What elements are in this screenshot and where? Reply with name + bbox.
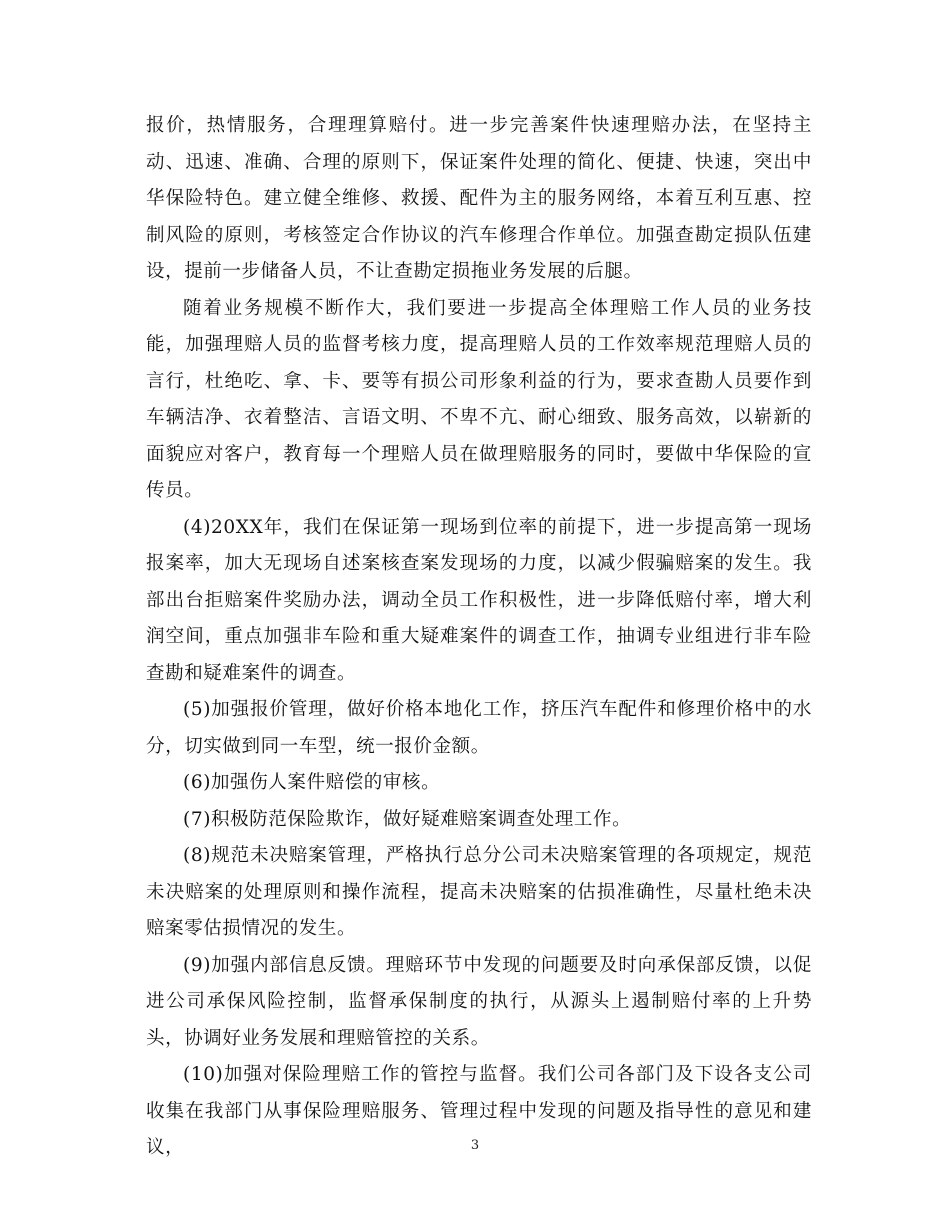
paragraph-6: (7)积极防范保险欺诈，做好疑难赔案调查处理工作。	[183, 808, 632, 830]
paragraph-2: 随着业务规模不断作大，我们要进一步提高全体理赔工作人员的业务技能，加强理赔人员的监督考核力度，提高理赔人员的工作效率规范理赔人员的言行，杜绝吃、拿、卡、要等有损公司形象利益的行为，要求查勘人员要作到车辆洁净、衣着整洁、言语文明、不卑不亢、耐心细致、服务高效，以崭新的面貌应对客户，教育每一个理赔人员在做理赔服务的同时，要做中华保险的宣传员。	[146, 297, 812, 501]
paragraph-8: (9)加强内部信息反馈。理赔环节中发现的问题要及时向承保部反馈，以促进公司承保风险控制，监督承保制度的执行，从源头上遏制赔付率的上升势头，协调好业务发展和理赔管控的关系。	[146, 954, 812, 1049]
paragraph-7: (8)规范未决赔案管理，严格执行总分公司未决赔案管理的各项规定，规范未决赔案的处理原则和操作流程，提高未决赔案的估损准确性，尽量杜绝未决赔案零估损情况的发生。	[146, 845, 812, 939]
paragraph-3: (4)20XX年，我们在保证第一现场到位率的前提下，进一步提高第一现场报案率，加大无现场自述案核查案发现场的力度，以减少假骗赔案的发生。我部出台拒赔案件奖励办法，调动全员工作积极性，进一步降低赔付率，增大利润空间，重点加强非车险和重大疑难案件的调查工作，抽调专业组进行非车险查勘和疑难案件的调查。	[146, 516, 812, 684]
page-number: 3	[470, 1138, 480, 1153]
paragraph-9: (10)加强对保险理赔工作的管控与监督。我们公司各部门及下设各支公司收集在我部门从事保险理赔服务、管理过程中发现的问题及指导性的意见和建议，	[146, 1064, 812, 1158]
paragraph-1: 报价，热情服务，合理理算赔付。进一步完善案件快速理赔办法，在坚持主动、迅速、准确、合理的原则下，保证案件处理的简化、便捷、快速，突出中华保险特色。建立健全维修、救援、配件为主的服务网络，本着互利互惠、控制风险的原则，考核签定合作协议的汽车修理合作单位。加强查勘定损队伍建设，提前一步储备人员，不让查勘定损拖业务发展的后腿。	[146, 115, 812, 282]
paragraph-5: (6)加强伤人案件赔偿的审核。	[183, 772, 441, 793]
body-text	[146, 108, 812, 1167]
paragraph-4: (5)加强报价管理，做好价格本地化工作，挤压汽车配件和修理价格中的水分，切实做到同一车型，统一报价金额。	[146, 699, 812, 757]
